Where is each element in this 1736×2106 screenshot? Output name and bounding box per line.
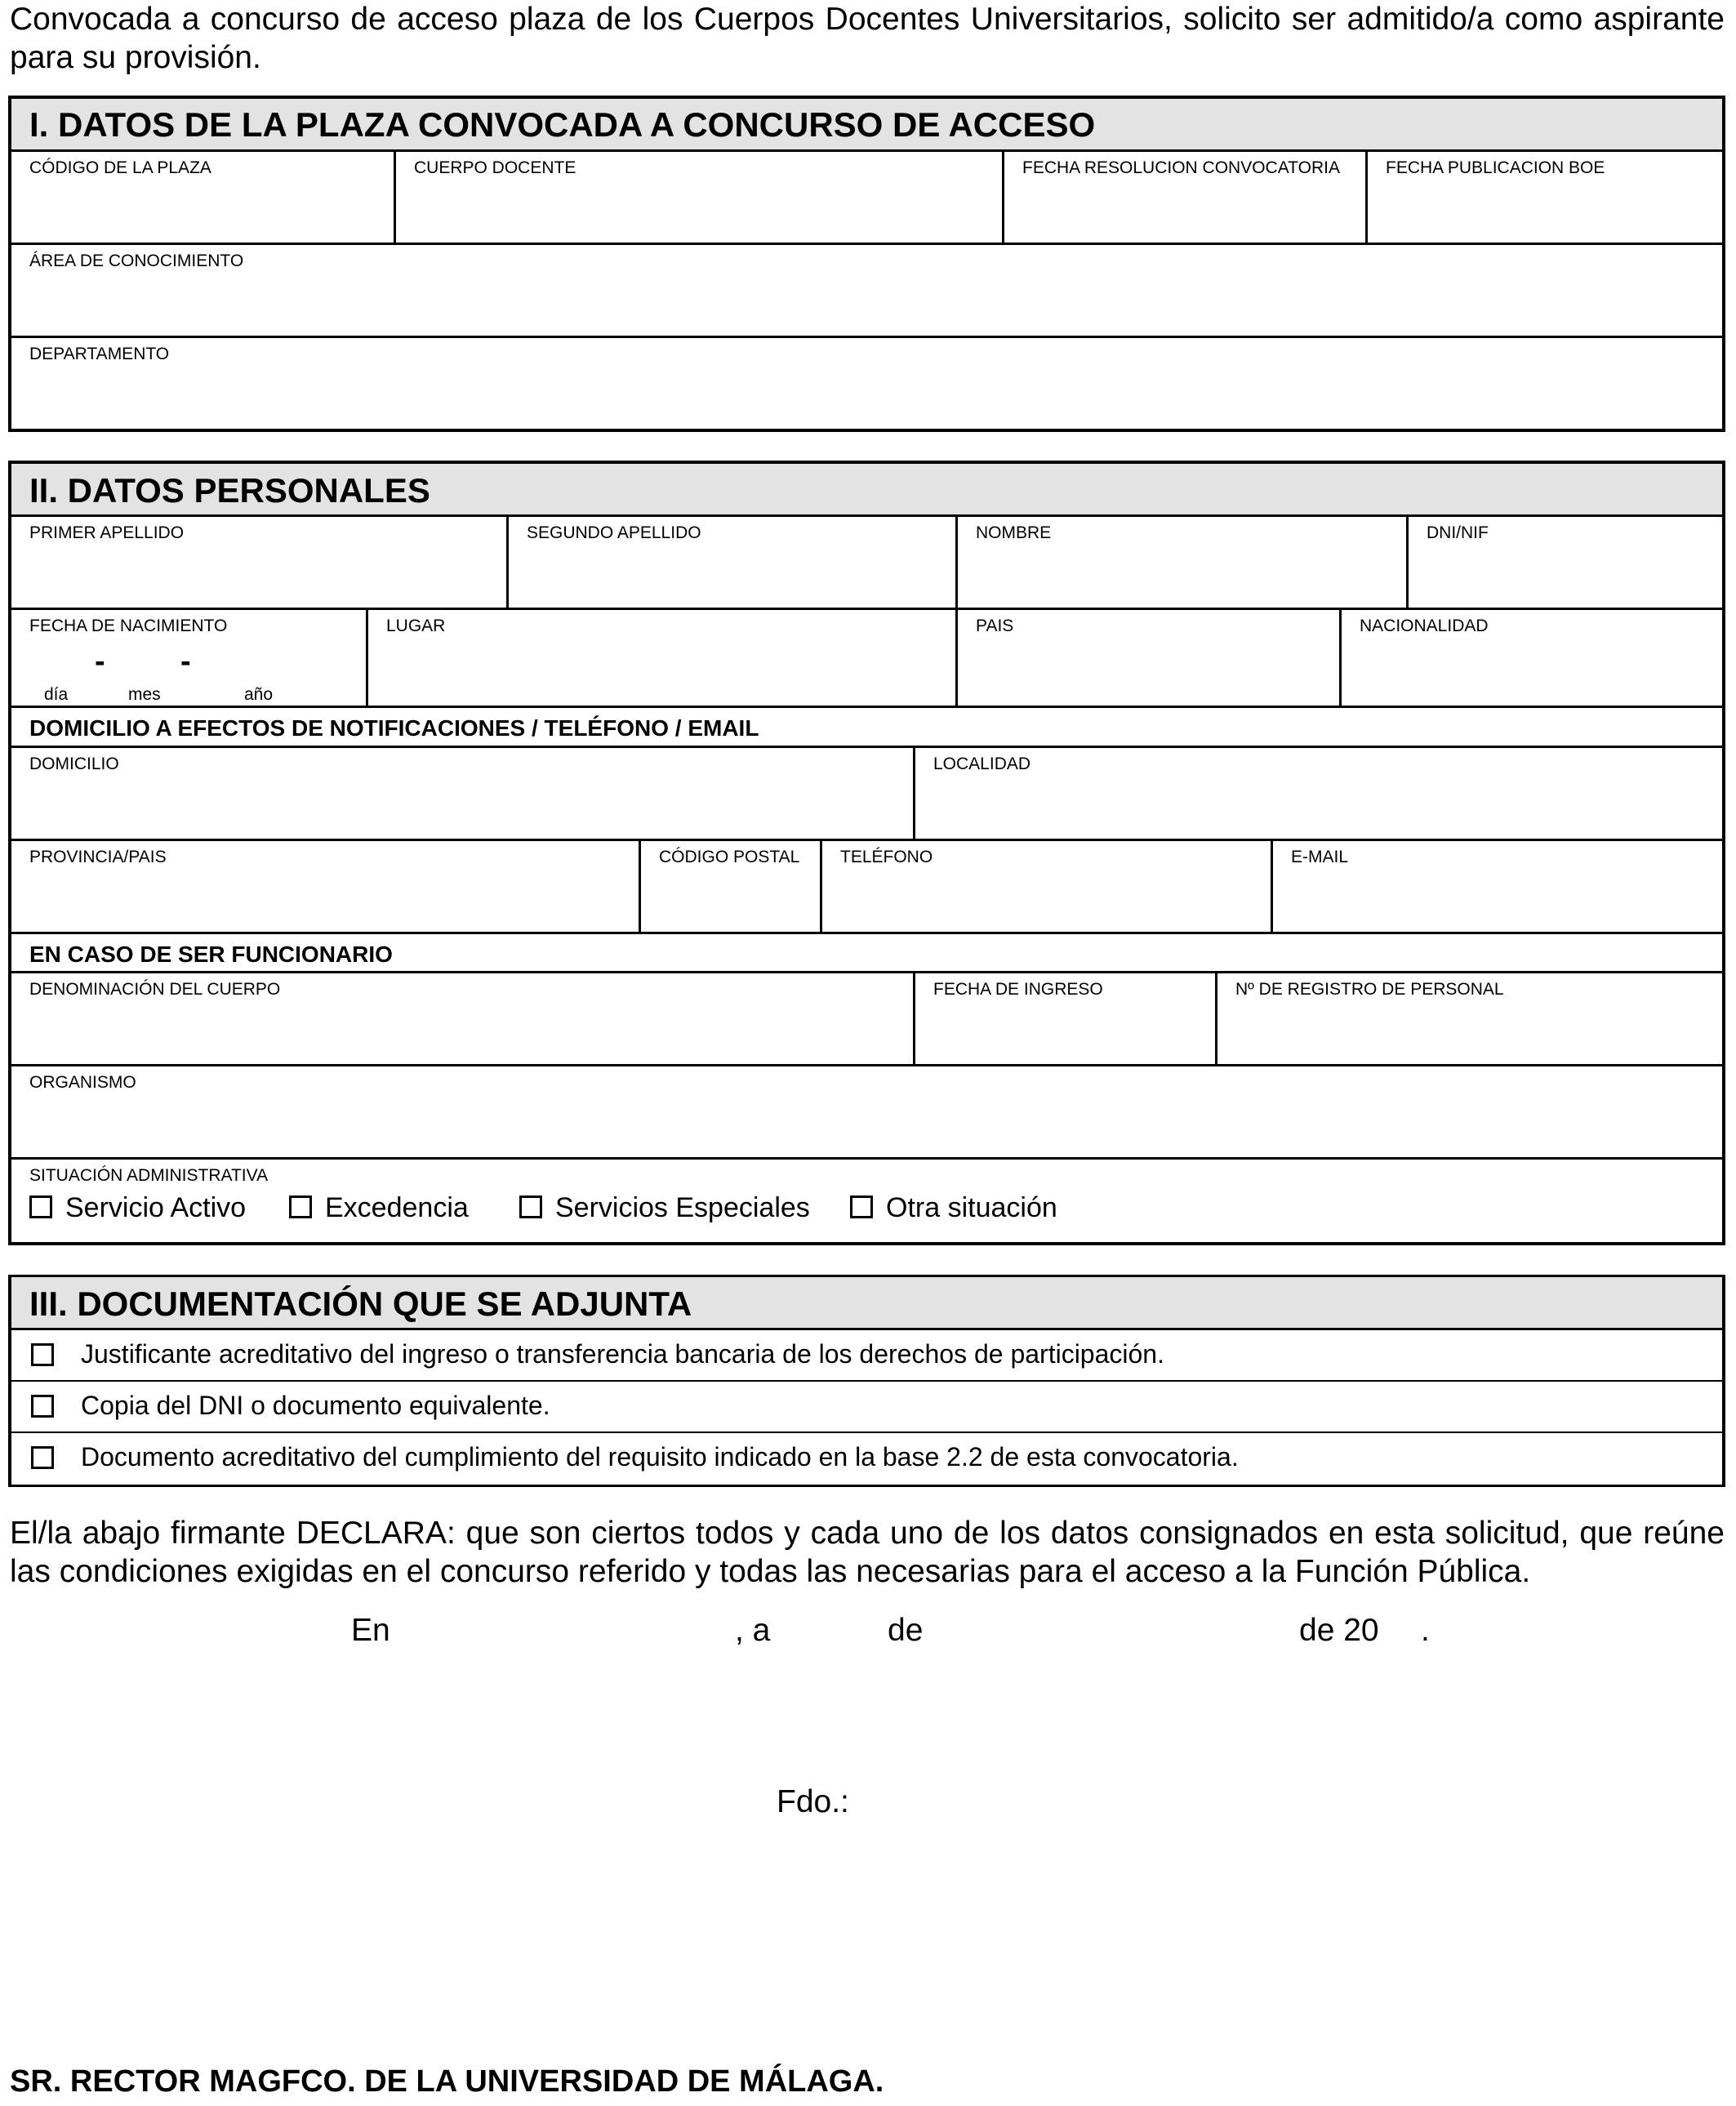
doc-dni-label: Copia del DNI o documento equivalente. [81,1391,550,1420]
codigo-plaza-field[interactable] [11,152,394,243]
fecha-nacimiento-label: FECHA DE NACIMIENTO [29,617,228,635]
date-separator: - [95,644,105,679]
primer-apellido-field[interactable] [11,517,506,608]
doc-justificante-item[interactable] [11,1330,1722,1382]
registro-personal-field[interactable] [1215,973,1722,1064]
servicio-activo-option[interactable] [29,1192,246,1224]
lugar-label: LUGAR [386,617,446,635]
funcionario-heading: EN CASO DE SER FUNCIONARIO [29,942,393,967]
codigo-postal-field[interactable] [639,841,820,932]
servicios-especiales-checkbox[interactable] [519,1195,542,1218]
doc-requisito-checkbox[interactable] [31,1446,54,1469]
dni-label: DNI/NIF [1427,523,1489,542]
domicilio-heading: DOMICILIO A EFECTOS DE NOTIFICACIONES / TELÉFONO / EMAIL [29,715,759,741]
domicilio-heading-row [11,708,1722,748]
fecha-boe-label: FECHA PUBLICACION BOE [1386,158,1605,177]
pais-label: PAIS [976,617,1014,635]
servicios-especiales-label: Servicios Especiales [555,1192,810,1223]
nombre-field[interactable] [955,517,1406,608]
pais-field[interactable] [955,610,1339,706]
place-en: En [351,1613,390,1648]
date-separator: - [180,644,191,679]
fecha-resolucion-field[interactable] [1002,152,1365,243]
otra-situacion-label: Otra situación [886,1192,1057,1223]
domicilio-label: DOMICILIO [29,755,119,773]
doc-justificante-checkbox[interactable] [31,1343,54,1366]
organismo-field[interactable] [11,1066,1722,1160]
place-dot: . [1421,1613,1430,1648]
fecha-ingreso-label: FECHA DE INGRESO [933,980,1103,999]
doc-requisito-item[interactable] [11,1433,1722,1485]
telefono-label: TELÉFONO [840,848,933,866]
excedencia-label: Excedencia [325,1192,469,1223]
provincia-field[interactable] [11,841,639,932]
area-conocimiento-label: ÁREA DE CONOCIMIENTO [29,252,244,270]
section-plaza-title: I. DATOS DE LA PLAZA CONVOCADA A CONCURSO DE ACCESO [11,99,1722,152]
departamento-label: DEPARTAMENTO [29,345,170,363]
anio-label: año [244,685,274,704]
situacion-row [11,1160,1722,1242]
section-personal [8,461,1725,1245]
excedencia-option[interactable] [289,1192,469,1224]
dia-label: día [44,685,69,704]
section-plaza [8,96,1725,432]
section-documentacion-title: III. DOCUMENTACIÓN QUE SE ADJUNTA [11,1277,1722,1330]
domicilio-field[interactable] [11,748,913,839]
firma-label: Fdo.: [777,1784,849,1819]
funcionario-heading-row [11,934,1722,973]
provincia-label: PROVINCIA/PAIS [29,848,167,866]
localidad-label: LOCALIDAD [933,755,1031,773]
doc-justificante-label: Justificante acreditativo del ingreso o transferencia bancaria de los derechos de participación. [81,1339,1164,1369]
row-plaza [11,152,1722,245]
organismo-label: ORGANISMO [29,1073,136,1092]
email-label: E-MAIL [1291,848,1349,866]
otra-situacion-checkbox[interactable] [850,1195,873,1218]
cuerpo-docente-field[interactable] [394,152,1002,243]
section-personal-title: II. DATOS PERSONALES [11,464,1722,517]
area-conocimiento-field[interactable] [11,245,1722,338]
mes-label: mes [128,685,161,704]
servicio-activo-label: Servicio Activo [65,1192,247,1223]
codigo-plaza-label: CÓDIGO DE LA PLAZA [29,158,211,177]
codigo-postal-label: CÓDIGO POSTAL [659,848,800,866]
telefono-field[interactable] [820,841,1271,932]
doc-requisito-label: Documento acreditativo del cumplimiento del requisito indicado en la base 2.2 de esta convocatoria. [81,1442,1239,1472]
situacion-label: SITUACIÓN ADMINISTRATIVA [29,1166,269,1185]
otra-situacion-option[interactable] [850,1192,1057,1224]
servicio-activo-checkbox[interactable] [29,1195,52,1218]
row-nacimiento [11,610,1722,708]
servicios-especiales-option[interactable] [519,1192,810,1224]
declaration-text: El/la abajo firmante DECLARA: que son ciertos todos y cada uno de los datos consignados en esta solicitud, que reúne las condiciones exigidas en el concurso referido y todas las necesarias para el acceso a la Función Pública. [10,1516,1725,1589]
nacionalidad-label: NACIONALIDAD [1360,617,1489,635]
localidad-field[interactable] [913,748,1722,839]
excedencia-checkbox[interactable] [289,1195,312,1218]
departamento-field[interactable] [11,338,1722,429]
cuerpo-docente-label: CUERPO DOCENTE [414,158,576,177]
fecha-ingreso-field[interactable] [913,973,1215,1064]
dni-field[interactable] [1406,517,1722,608]
denominacion-cuerpo-field[interactable] [11,973,913,1064]
row-funcionario [11,973,1722,1066]
segundo-apellido-label: SEGUNDO APELLIDO [527,523,701,542]
denominacion-cuerpo-label: DENOMINACIÓN DEL CUERPO [29,980,281,999]
segundo-apellido-field[interactable] [506,517,955,608]
email-field[interactable] [1271,841,1722,932]
doc-dni-checkbox[interactable] [31,1395,54,1418]
fecha-nacimiento-field[interactable] [11,610,366,706]
place-de: de [888,1613,924,1648]
primer-apellido-label: PRIMER APELLIDO [29,523,185,542]
registro-personal-label: Nº DE REGISTRO DE PERSONAL [1235,980,1504,999]
nacionalidad-field[interactable] [1339,610,1722,706]
doc-dni-item[interactable] [11,1382,1722,1433]
row-contacto [11,841,1722,934]
intro-text: Convocada a concurso de acceso plaza de los Cuerpos Docentes Universitarios, solicito ser admitido/a como aspirante para su provisión. [10,2,1725,75]
lugar-field[interactable] [366,610,955,706]
section-documentacion [8,1275,1725,1487]
fecha-resolucion-label: FECHA RESOLUCION CONVOCATORIA [1022,158,1340,177]
place-a: , a [735,1613,771,1648]
footer-addressee: SR. RECTOR MAGFCO. DE LA UNIVERSIDAD DE MÁLAGA. [10,2064,884,2099]
place-de20: de 20 [1299,1613,1379,1648]
row-nombre [11,517,1722,610]
row-domicilio [11,748,1722,841]
fecha-boe-field[interactable] [1365,152,1722,243]
nombre-label: NOMBRE [976,523,1052,542]
